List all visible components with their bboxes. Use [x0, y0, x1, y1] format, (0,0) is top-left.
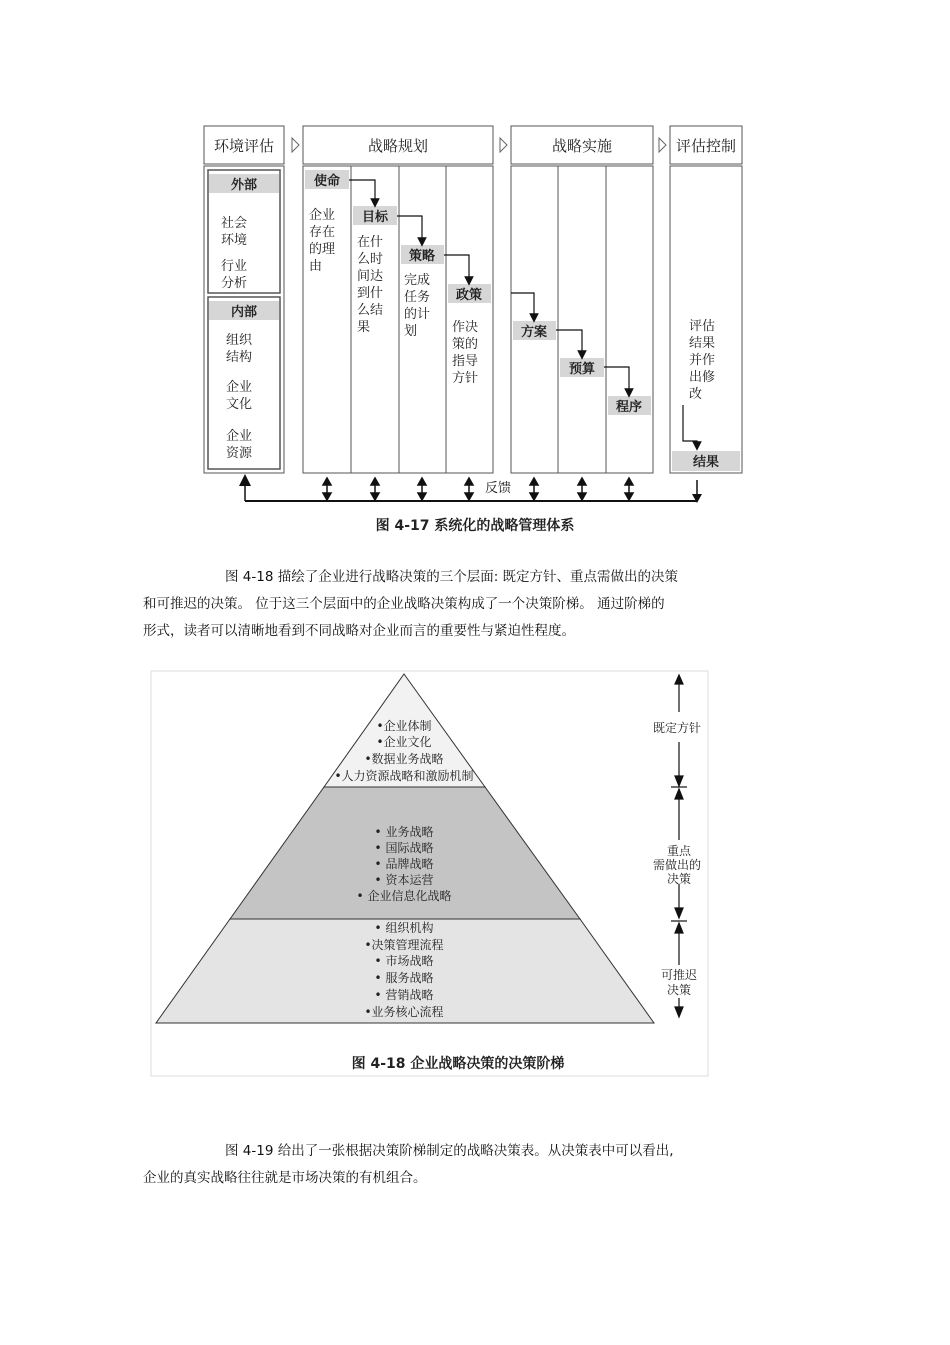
internal-label: 内部	[230, 305, 258, 320]
goal-text-6: 果	[357, 320, 371, 335]
para1-line2: 和可推迟的决策。 位于这三个层面中的企业战略决策构成了一个决策阶梯。 通过阶梯的	[143, 596, 665, 612]
para2-line1: 图 4-19 给出了一张根据决策阶梯制定的战略决策表。从决策表中可以看出,	[225, 1143, 674, 1159]
top-item-2: •企业文化	[376, 735, 432, 749]
result-label: 结果	[692, 455, 720, 470]
bottom-item-1: • 组织机构	[374, 921, 434, 935]
bottom-item-5: • 营销战略	[374, 988, 434, 1002]
eval-text-4: 出修	[689, 370, 716, 385]
mid-item-4: • 资本运营	[374, 873, 434, 887]
mid-item-5: • 企业信息化战略	[356, 889, 452, 903]
eval-text-5: 改	[689, 387, 703, 402]
goal-text-5: 么结	[357, 303, 384, 318]
policy-text-2: 策的	[452, 337, 479, 352]
ext-item-2b: 分析	[221, 276, 248, 291]
eval-text-1: 评估	[689, 319, 716, 334]
header-impl: 战略实施	[551, 137, 613, 155]
int-item-1b: 结构	[226, 350, 253, 365]
mission-label: 使命	[313, 174, 341, 189]
header-eval: 评估控制	[675, 137, 737, 155]
strategy-label: 策略	[408, 249, 436, 264]
mission-text-4: 由	[309, 259, 323, 274]
goal-text-4: 到什	[357, 286, 384, 301]
bottom-item-6: •业务核心流程	[364, 1005, 444, 1019]
policy-text-4: 方针	[452, 371, 479, 386]
bottom-item-2: •决策管理流程	[364, 938, 444, 952]
strategy-text-3: 的计	[404, 307, 431, 322]
int-item-2b: 文化	[226, 397, 253, 412]
bottom-item-3: • 市场战略	[374, 954, 434, 968]
mission-text-1: 企业	[309, 208, 336, 223]
level-label-fixed: 既定方针	[652, 721, 702, 735]
figure-4-18-caption: 图 4-18 企业战略决策的决策阶梯	[351, 1056, 565, 1072]
para1-line1: 图 4-18 描绘了企业进行战略决策的三个层面: 既定方针、重点需做出的决策	[225, 569, 679, 585]
ext-item-1b: 环境	[221, 233, 248, 248]
goal-text-2: 么时	[357, 252, 384, 267]
goal-label: 目标	[361, 210, 389, 225]
figure-4-17-caption: 图 4-17 系统化的战略管理体系	[375, 518, 575, 534]
procedure-label: 程序	[615, 400, 643, 415]
top-item-1: •企业体制	[376, 719, 432, 733]
budget-label: 预算	[568, 362, 596, 377]
goal-text-3: 间达	[357, 269, 384, 284]
mid-item-3: • 品牌战略	[374, 857, 434, 871]
bottom-item-4: • 服务战略	[374, 971, 434, 985]
external-label: 外部	[230, 178, 258, 193]
para1-line3: 形式，读者可以清晰地看到不同战略对企业而言的重要性与紧迫性程度。	[143, 623, 575, 639]
level-label-defer-2: 决策	[666, 983, 692, 997]
level-label-key-2: 需做出的	[652, 858, 702, 872]
int-item-2a: 企业	[226, 380, 253, 395]
header-env: 环境评估	[213, 137, 275, 155]
policy-text-3: 指导	[452, 354, 479, 369]
top-item-3: •数据业务战略	[364, 752, 444, 766]
strategy-text-4: 划	[404, 324, 418, 339]
para2-line2: 企业的真实战略往往就是市场决策的有机组合。	[143, 1170, 427, 1186]
paragraph-2	[143, 1138, 813, 1192]
strategy-text-1: 完成	[404, 273, 431, 288]
ext-item-1a: 社会	[221, 216, 248, 231]
policy-label: 政策	[455, 288, 483, 303]
level-label-defer-1: 可推迟	[660, 968, 698, 982]
top-item-4: •人力资源战略和激励机制	[334, 769, 474, 783]
ext-item-2a: 行业	[221, 259, 248, 274]
figure-4-17	[195, 118, 755, 543]
paragraph-1	[143, 564, 813, 645]
feedback-label: 反馈	[485, 481, 512, 496]
strategy-text-2: 任务	[404, 290, 431, 305]
int-item-3b: 资源	[226, 446, 253, 461]
header-plan: 战略规划	[367, 137, 429, 155]
level-label-key-1: 重点	[666, 844, 692, 858]
mid-item-1: • 业务战略	[374, 825, 434, 839]
mission-text-3: 的理	[309, 242, 336, 257]
mid-item-2: • 国际战略	[374, 841, 434, 855]
goal-text-1: 在什	[357, 235, 384, 250]
policy-text-1: 作决	[452, 320, 479, 335]
int-item-3a: 企业	[226, 429, 253, 444]
int-item-1a: 组织	[226, 333, 253, 348]
figure-4-18	[150, 670, 710, 1078]
eval-text-3: 并作	[689, 353, 716, 368]
plan-box-label: 方案	[520, 325, 548, 340]
eval-text-2: 结果	[689, 336, 716, 351]
mission-text-2: 存在	[309, 225, 336, 240]
level-label-key-3: 决策	[666, 872, 692, 886]
